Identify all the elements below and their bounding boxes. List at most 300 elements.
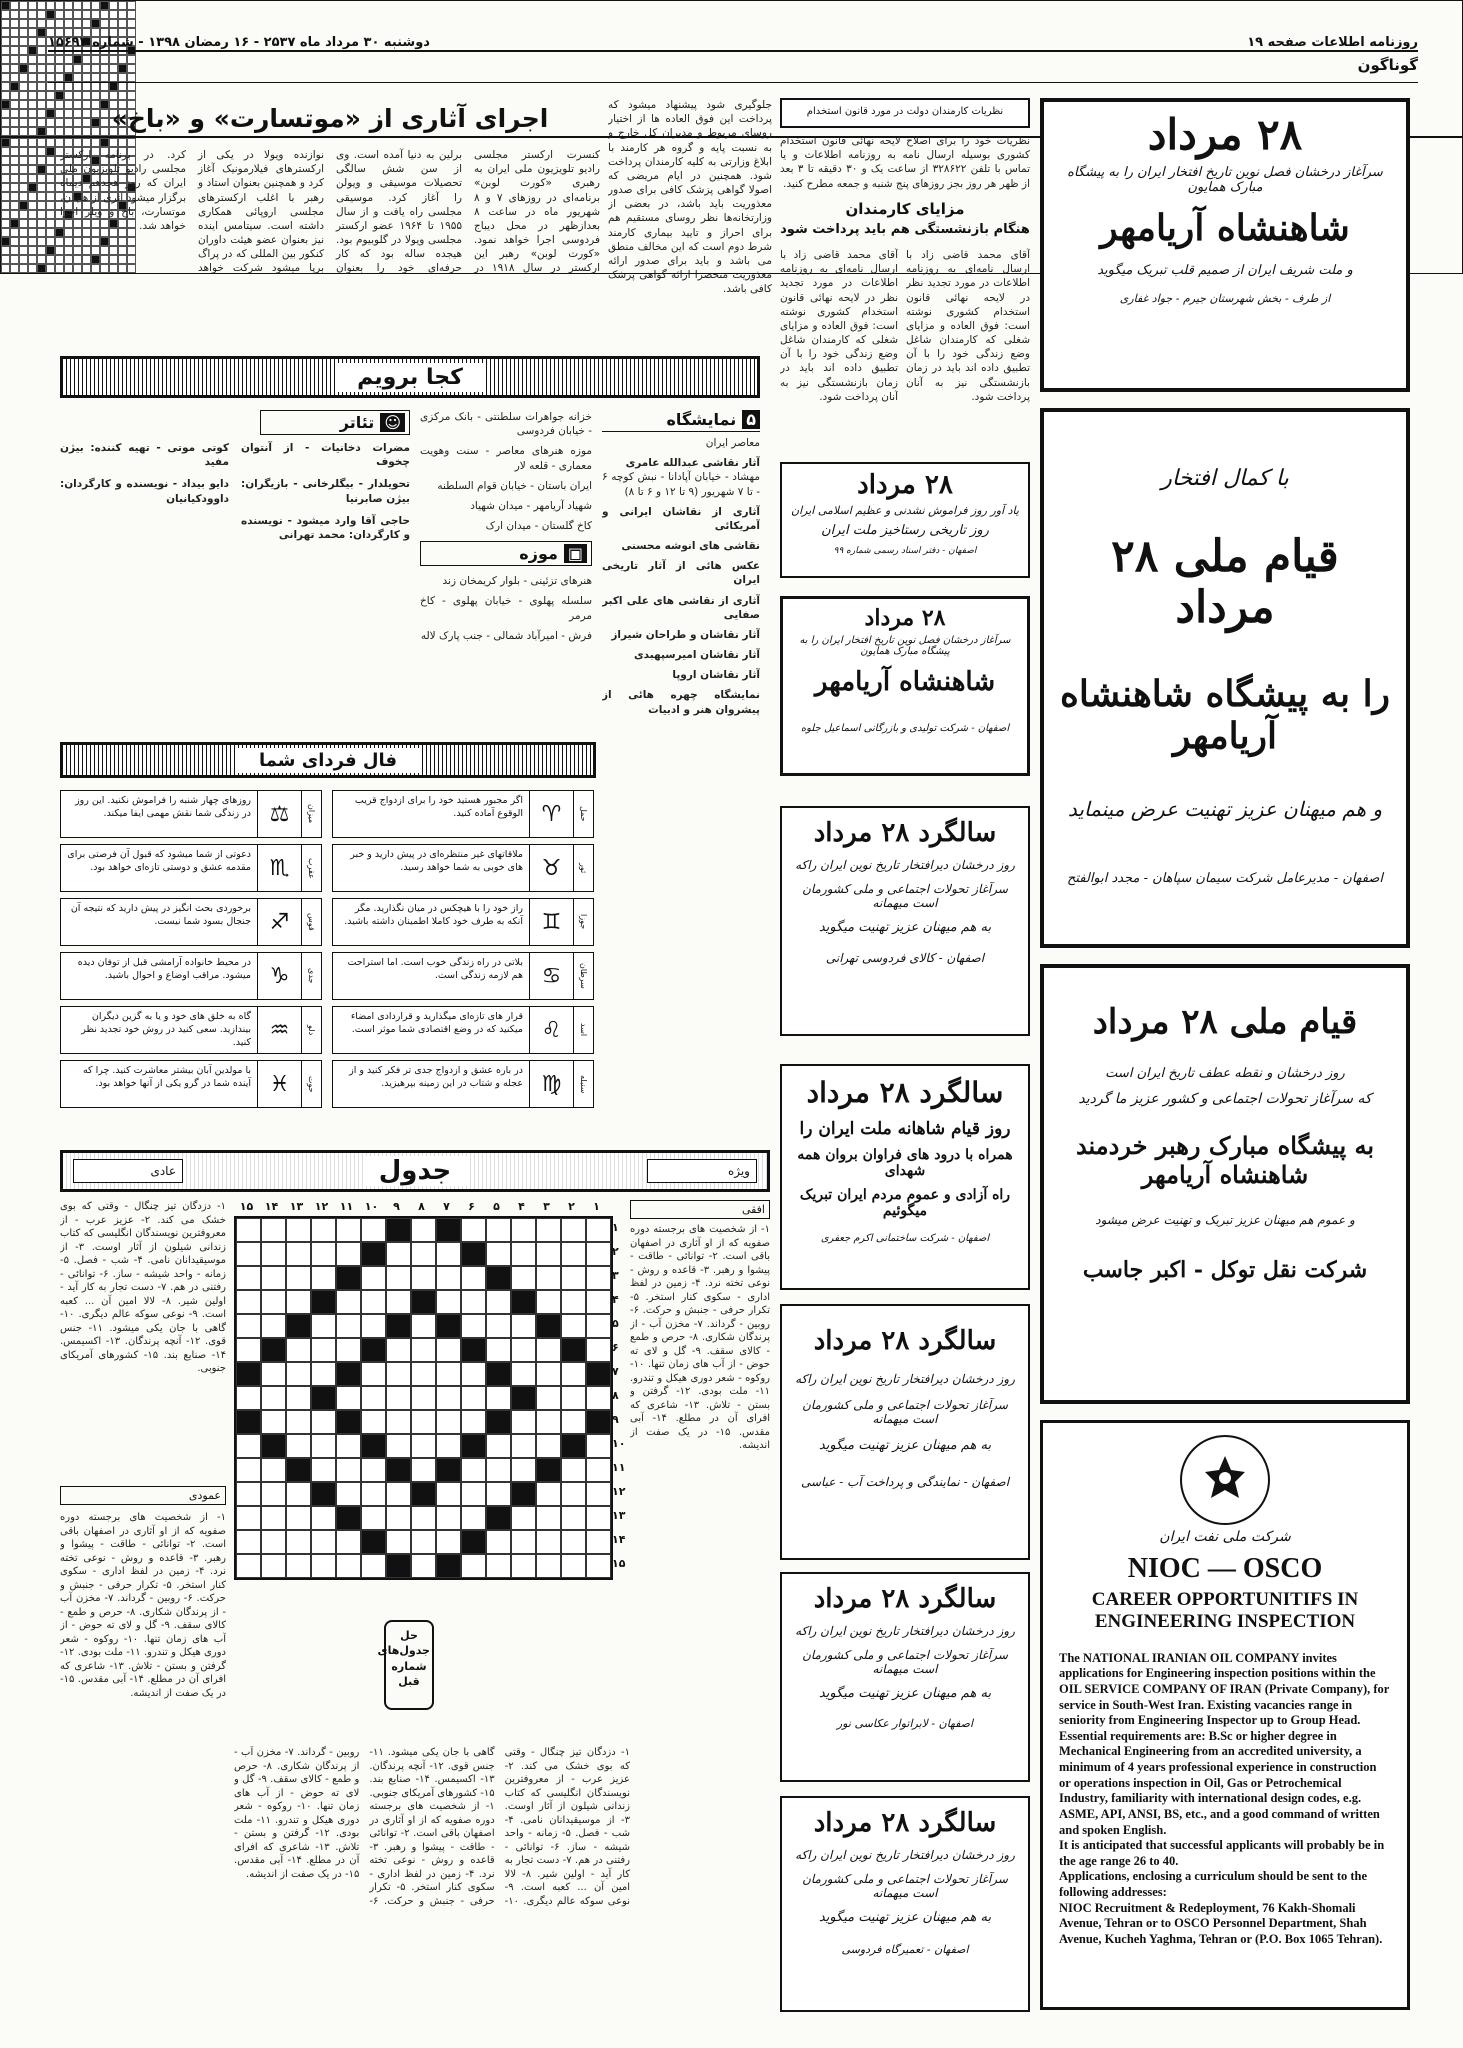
crossword-cell[interactable] (486, 1314, 511, 1338)
horoscope-sign-name: جوزا (573, 899, 593, 945)
crossword-cell[interactable] (311, 1362, 336, 1386)
horoscope-sign (60, 898, 322, 946)
crossword-cell[interactable] (536, 1434, 561, 1458)
crossword-cell[interactable] (311, 1314, 336, 1338)
horoscope-sign-name: حوت (301, 1061, 321, 1107)
solution-cell (1, 55, 10, 64)
crossword-cell[interactable] (411, 1458, 436, 1482)
museum-item: شهیاد آریامهر - میدان شهیاد (470, 499, 592, 512)
crossword-cell[interactable] (461, 1266, 486, 1290)
exhibition-item: نقاشی های انوشه محسنی (621, 540, 760, 553)
crossword-cell[interactable] (261, 1482, 286, 1506)
crossword-cell[interactable] (486, 1218, 511, 1242)
crossword-cell[interactable] (536, 1314, 561, 1338)
theater-header (260, 410, 410, 435)
crossword-cell[interactable] (586, 1530, 611, 1554)
crossword-cell[interactable] (436, 1434, 461, 1458)
crossword-cell[interactable] (336, 1218, 361, 1242)
crossword-cell[interactable] (536, 1530, 561, 1554)
crossword-cell[interactable] (461, 1338, 486, 1362)
crossword-cell[interactable] (286, 1410, 311, 1434)
crossword-vije-label: ویژه (727, 1164, 750, 1178)
crossword-cell[interactable] (261, 1386, 286, 1410)
crossword-cell[interactable] (536, 1410, 561, 1434)
crossword-cell[interactable] (311, 1338, 336, 1362)
row-number: ۴ (612, 1293, 619, 1306)
crossword-cell[interactable] (511, 1314, 536, 1338)
crossword-cell[interactable] (311, 1530, 336, 1554)
crossword-cell[interactable] (236, 1458, 261, 1482)
solution-cell (100, 1, 109, 10)
crossword-cell[interactable] (461, 1314, 486, 1338)
solution-cell (1, 264, 10, 273)
crossword-cell[interactable] (461, 1458, 486, 1482)
horoscope-col-right (332, 790, 594, 1114)
clues-horizontal (630, 1200, 770, 1923)
crossword-cell[interactable] (486, 1290, 511, 1314)
crossword-cell[interactable] (386, 1410, 411, 1434)
crossword-cell[interactable] (236, 1362, 261, 1386)
crossword-cell[interactable] (586, 1266, 611, 1290)
crossword-cell[interactable] (386, 1290, 411, 1314)
crossword-cell[interactable] (286, 1290, 311, 1314)
crossword-cell[interactable] (286, 1218, 311, 1242)
crossword-cell[interactable] (436, 1218, 461, 1242)
solution-cell (46, 246, 55, 255)
crossword-cell[interactable] (486, 1434, 511, 1458)
crossword-cell[interactable] (536, 1554, 561, 1578)
crossword-grid[interactable] (234, 1216, 613, 1580)
solution-cell (1, 127, 10, 136)
ad10-line2: سرآغاز تحولات اجتماعی و ملی کشورمان است میهمانه (802, 1872, 1008, 1900)
crossword-cell[interactable] (261, 1314, 286, 1338)
solution-cell (28, 165, 37, 174)
crossword-cell[interactable] (336, 1386, 361, 1410)
crossword-cell[interactable] (361, 1458, 386, 1482)
crossword-cell[interactable] (486, 1530, 511, 1554)
crossword-cell[interactable] (336, 1554, 361, 1578)
crossword-cell[interactable] (536, 1362, 561, 1386)
crossword-cell[interactable] (286, 1482, 311, 1506)
ad4-footer: اصفهان - دفتر اسناد رسمی شماره ۹۹ (833, 546, 977, 556)
crossword-cell[interactable] (536, 1458, 561, 1482)
crossword-cell[interactable] (536, 1482, 561, 1506)
ad5-line1: سرآغاز درخشان فصل نوین تاریخ افتخار ایران را به پیشگاه مبارک همایون (799, 635, 1011, 657)
solution-cell (1, 91, 10, 100)
crossword-cell[interactable] (386, 1314, 411, 1338)
crossword-cell[interactable] (286, 1266, 311, 1290)
theater-item: حاجی آقا وارد میشود - نویسنده و کارگردان: محمد تهرانی (241, 514, 410, 541)
solution-cell (19, 228, 28, 237)
crossword-cell[interactable] (411, 1434, 436, 1458)
crossword-cell[interactable] (261, 1434, 286, 1458)
crossword-cell[interactable] (336, 1362, 361, 1386)
solution-cell (37, 118, 46, 127)
col-number: ۵ (493, 1200, 500, 1213)
ad-qiyam-melli-2 (1040, 408, 1410, 948)
crossword-cell[interactable] (386, 1338, 411, 1362)
clues-v-label: عمودی (60, 1486, 226, 1505)
crossword-cell[interactable] (461, 1482, 486, 1506)
crossword-cell[interactable] (386, 1386, 411, 1410)
crossword-cell[interactable] (336, 1434, 361, 1458)
crossword-cell[interactable] (236, 1434, 261, 1458)
crossword-cell[interactable] (436, 1386, 461, 1410)
horoscope-text: با مولدین آبان بیشتر معاشرت کنید. چرا که آینده شما در گرو یکی از آنها خواهد بود. (82, 1065, 251, 1089)
crossword-cell[interactable] (311, 1458, 336, 1482)
crossword-cell[interactable] (536, 1386, 561, 1410)
crossword-cell[interactable] (561, 1530, 586, 1554)
ad6-line1: روز درخشان دیرافتخار تاریخ نوین ایران راکه (795, 858, 1015, 872)
crossword-cell[interactable] (386, 1530, 411, 1554)
crossword-cell[interactable] (361, 1362, 386, 1386)
solution-cell (46, 73, 55, 82)
crossword-cell[interactable] (386, 1434, 411, 1458)
crossword-cell[interactable] (236, 1506, 261, 1530)
crossword-cell[interactable] (511, 1530, 536, 1554)
crossword-cell[interactable] (511, 1242, 536, 1266)
solution-cell (100, 55, 109, 64)
solution-cell (37, 127, 46, 136)
solution-cell (127, 55, 136, 64)
crossword-cell[interactable] (286, 1362, 311, 1386)
crossword-cell[interactable] (361, 1338, 386, 1362)
crossword-cell[interactable] (411, 1410, 436, 1434)
crossword-cell[interactable] (261, 1266, 286, 1290)
crossword-cell[interactable] (486, 1362, 511, 1386)
crossword-cell[interactable] (236, 1482, 261, 1506)
crossword-col-numbers (234, 1200, 609, 1213)
crossword-cell[interactable] (411, 1338, 436, 1362)
solution-cell (37, 19, 46, 28)
crossword-cell[interactable] (511, 1410, 536, 1434)
crossword-cell[interactable] (511, 1338, 536, 1362)
crossword-cell[interactable] (436, 1410, 461, 1434)
crossword-cell[interactable] (361, 1410, 386, 1434)
crossword-cell[interactable] (411, 1506, 436, 1530)
crossword-cell[interactable] (361, 1530, 386, 1554)
crossword-cell[interactable] (411, 1266, 436, 1290)
crossword-cell[interactable] (236, 1410, 261, 1434)
crossword-cell[interactable] (561, 1338, 586, 1362)
crossword-cell[interactable] (236, 1314, 261, 1338)
crossword-cell[interactable] (486, 1242, 511, 1266)
crossword-cell[interactable] (411, 1554, 436, 1578)
crossword-cell[interactable] (436, 1554, 461, 1578)
crossword-cell[interactable] (511, 1266, 536, 1290)
crossword-cell[interactable] (336, 1338, 361, 1362)
crossword-cell[interactable] (311, 1386, 336, 1410)
crossword-cell[interactable] (336, 1290, 361, 1314)
solution-cell (37, 219, 46, 228)
crossword-cell[interactable] (336, 1266, 361, 1290)
ad9-line2: سرآغاز تحولات اجتماعی و ملی کشورمان است میهمانه (802, 1648, 1008, 1676)
solution-cell (28, 118, 37, 127)
crossword-cell[interactable] (586, 1290, 611, 1314)
solution-cell (10, 201, 19, 210)
crossword-cell[interactable] (236, 1290, 261, 1314)
col-number: ۱۲ (314, 1200, 329, 1213)
crossword-cell[interactable] (336, 1242, 361, 1266)
crossword-cell[interactable] (261, 1362, 286, 1386)
crossword-cell[interactable] (561, 1554, 586, 1578)
crossword-cell[interactable] (261, 1506, 286, 1530)
crossword-cell[interactable] (336, 1458, 361, 1482)
crossword-cell[interactable] (461, 1554, 486, 1578)
crossword-cell[interactable] (461, 1530, 486, 1554)
crossword-cell[interactable] (536, 1218, 561, 1242)
solution-cell (100, 91, 109, 100)
crossword-cell[interactable] (361, 1314, 386, 1338)
crossword-cell[interactable] (311, 1434, 336, 1458)
crossword-cell[interactable] (486, 1266, 511, 1290)
crossword-cell[interactable] (436, 1314, 461, 1338)
solution-cell (55, 1, 64, 10)
crossword-cell[interactable] (461, 1242, 486, 1266)
crossword-title: جدول (363, 1156, 467, 1186)
solution-cell (10, 100, 19, 109)
crossword-cell[interactable] (586, 1242, 611, 1266)
crossword-cell[interactable] (536, 1242, 561, 1266)
crossword-cell[interactable] (261, 1338, 286, 1362)
crossword-cell[interactable] (561, 1266, 586, 1290)
crossword-cell[interactable] (561, 1482, 586, 1506)
crossword-cell[interactable] (511, 1434, 536, 1458)
crossword-cell[interactable] (261, 1242, 286, 1266)
crossword-cell[interactable] (386, 1362, 411, 1386)
crossword-cell[interactable] (411, 1530, 436, 1554)
crossword-cell[interactable] (486, 1410, 511, 1434)
crossword-cell[interactable] (236, 1554, 261, 1578)
crossword-cell[interactable] (561, 1290, 586, 1314)
solution-cell (46, 174, 55, 183)
crossword-cell[interactable] (361, 1482, 386, 1506)
solution-cell (1, 192, 10, 201)
crossword-cell[interactable] (511, 1290, 536, 1314)
crossword-cell[interactable] (361, 1218, 386, 1242)
crossword-cell[interactable] (561, 1410, 586, 1434)
crossword-cell[interactable] (236, 1266, 261, 1290)
crossword-cell[interactable] (311, 1218, 336, 1242)
crossword-cell[interactable] (261, 1410, 286, 1434)
crossword-cell[interactable] (336, 1482, 361, 1506)
crossword-cell[interactable] (336, 1506, 361, 1530)
crossword-cell[interactable] (236, 1386, 261, 1410)
crossword-cell[interactable] (436, 1506, 461, 1530)
nioc-osco-ad (1040, 1420, 1410, 2010)
crossword-cell[interactable] (486, 1554, 511, 1578)
crossword-cell[interactable] (386, 1218, 411, 1242)
crossword-cell[interactable] (261, 1554, 286, 1578)
crossword-cell[interactable] (486, 1506, 511, 1530)
solution-cell (10, 73, 19, 82)
aries-icon: ♈ (529, 791, 573, 837)
crossword-cell[interactable] (286, 1530, 311, 1554)
crossword-cell[interactable] (411, 1386, 436, 1410)
crossword-cell[interactable] (486, 1338, 511, 1362)
crossword-cell[interactable] (411, 1362, 436, 1386)
crossword-cell[interactable] (461, 1386, 486, 1410)
crossword-cell[interactable] (286, 1554, 311, 1578)
crossword-cell[interactable] (561, 1314, 586, 1338)
crossword-cell[interactable] (336, 1530, 361, 1554)
crossword-cell[interactable] (361, 1506, 386, 1530)
crossword-cell[interactable] (311, 1506, 336, 1530)
solution-cell (37, 174, 46, 183)
solution-cell (28, 228, 37, 237)
museum-item: ایران باستان - خیابان قوام السلطنه (437, 479, 592, 492)
crossword-cell[interactable] (411, 1242, 436, 1266)
crossword-cell[interactable] (436, 1242, 461, 1266)
crossword-cell[interactable] (536, 1266, 561, 1290)
crossword-cell[interactable] (486, 1458, 511, 1482)
crossword-cell[interactable] (561, 1458, 586, 1482)
crossword-cell[interactable] (586, 1458, 611, 1482)
crossword-cell[interactable] (261, 1530, 286, 1554)
crossword-cell[interactable] (586, 1506, 611, 1530)
crossword-cell[interactable] (236, 1218, 261, 1242)
crossword-cell[interactable] (586, 1314, 611, 1338)
crossword-cell[interactable] (536, 1290, 561, 1314)
crossword-cell[interactable] (511, 1218, 536, 1242)
crossword-cell[interactable] (286, 1314, 311, 1338)
crossword-cell[interactable] (361, 1266, 386, 1290)
crossword-cell[interactable] (586, 1338, 611, 1362)
crossword-cell[interactable] (436, 1290, 461, 1314)
concert-title: اجرای آثاری از «موتسارت» و «باخ» (111, 104, 549, 133)
crossword-cell[interactable] (336, 1314, 361, 1338)
solution-cell (19, 46, 28, 55)
crossword-cell[interactable] (411, 1290, 436, 1314)
crossword-cell[interactable] (361, 1434, 386, 1458)
crossword-cell[interactable] (561, 1242, 586, 1266)
crossword-cell[interactable] (311, 1554, 336, 1578)
crossword-cell[interactable] (461, 1506, 486, 1530)
ad6-line2: سرآغاز تحولات اجتماعی و ملی کشورمان است میهمانه (802, 882, 1008, 910)
crossword-cell[interactable] (286, 1458, 311, 1482)
col-number: ۱۵ (239, 1200, 254, 1213)
crossword-cell[interactable] (511, 1482, 536, 1506)
horoscope-title: فال فردای شما (237, 748, 419, 773)
crossword-cell[interactable] (311, 1482, 336, 1506)
solution-cell (64, 64, 73, 73)
crossword-cell[interactable] (411, 1314, 436, 1338)
crossword-cell[interactable] (286, 1242, 311, 1266)
crossword-cell[interactable] (386, 1506, 411, 1530)
crossword-cell[interactable] (511, 1386, 536, 1410)
solution-cell (19, 91, 28, 100)
crossword-cell[interactable] (361, 1554, 386, 1578)
crossword-cell[interactable] (261, 1458, 286, 1482)
crossword-cell[interactable] (386, 1554, 411, 1578)
clues-bottom (234, 1746, 630, 2008)
col-number: ۲ (568, 1200, 575, 1213)
crossword-cell[interactable] (311, 1290, 336, 1314)
crossword-cell[interactable] (561, 1218, 586, 1242)
crossword-cell[interactable] (411, 1482, 436, 1506)
solution-cell (118, 91, 127, 100)
solution-cell (37, 73, 46, 82)
crossword-cell[interactable] (461, 1434, 486, 1458)
crossword-cell[interactable] (386, 1458, 411, 1482)
crossword-cell[interactable] (361, 1242, 386, 1266)
crossword-cell[interactable] (261, 1218, 286, 1242)
ad4-line2: روز تاریخی رستاخیز ملت ایران (821, 523, 989, 538)
crossword-cell[interactable] (386, 1482, 411, 1506)
crossword-cell[interactable] (586, 1410, 611, 1434)
crossword-cell[interactable] (586, 1434, 611, 1458)
solution-cell (1, 109, 10, 118)
crossword-cell[interactable] (311, 1410, 336, 1434)
museum-item: خزانه جواهرات سلطنتی - بانک مرکزی - خیابان فردوسی (420, 411, 592, 438)
crossword-cell[interactable] (561, 1434, 586, 1458)
crossword-cell[interactable] (436, 1362, 461, 1386)
crossword-cell[interactable] (361, 1386, 386, 1410)
crossword-cell[interactable] (236, 1338, 261, 1362)
crossword-cell[interactable] (286, 1386, 311, 1410)
crossword-cell[interactable] (586, 1362, 611, 1386)
ad-salgard-9 (780, 1572, 1030, 1782)
crossword-cell[interactable] (511, 1506, 536, 1530)
crossword-cell[interactable] (311, 1242, 336, 1266)
crossword-cell[interactable] (386, 1242, 411, 1266)
crossword-cell[interactable] (561, 1506, 586, 1530)
crossword-cell[interactable] (586, 1386, 611, 1410)
crossword-cell[interactable] (511, 1458, 536, 1482)
crossword-cell[interactable] (561, 1362, 586, 1386)
crossword-cell[interactable] (486, 1482, 511, 1506)
crossword-cell[interactable] (336, 1410, 361, 1434)
crossword-cell[interactable] (511, 1362, 536, 1386)
crossword-cell[interactable] (436, 1530, 461, 1554)
crossword-cell[interactable] (286, 1434, 311, 1458)
crossword-cell[interactable] (286, 1506, 311, 1530)
crossword-cell[interactable] (511, 1554, 536, 1578)
solution-cell (19, 100, 28, 109)
crossword-cell[interactable] (236, 1530, 261, 1554)
horoscope-sign-name: اسد (573, 1007, 593, 1053)
crossword-cell[interactable] (536, 1506, 561, 1530)
crossword-cell[interactable] (486, 1386, 511, 1410)
crossword-cell[interactable] (461, 1410, 486, 1434)
solution-cell (73, 64, 82, 73)
crossword-cell[interactable] (236, 1242, 261, 1266)
crossword-cell[interactable] (461, 1290, 486, 1314)
crossword-cell[interactable] (586, 1482, 611, 1506)
crossword-cell[interactable] (436, 1338, 461, 1362)
crossword-cell[interactable] (311, 1266, 336, 1290)
crossword-cell[interactable] (436, 1266, 461, 1290)
crossword-cell[interactable] (586, 1554, 611, 1578)
crossword-cell[interactable] (461, 1362, 486, 1386)
crossword-cell[interactable] (411, 1218, 436, 1242)
crossword-cell[interactable] (436, 1482, 461, 1506)
crossword-cell[interactable] (461, 1218, 486, 1242)
crossword-cell[interactable] (286, 1338, 311, 1362)
crossword-cell[interactable] (561, 1386, 586, 1410)
row-number: ۹ (612, 1413, 619, 1426)
horoscope-sign-name: ثور (573, 845, 593, 891)
crossword-cell[interactable] (436, 1458, 461, 1482)
crossword-cell[interactable] (536, 1338, 561, 1362)
crossword-cell[interactable] (261, 1290, 286, 1314)
crossword-cell[interactable] (386, 1266, 411, 1290)
solution-cell (82, 73, 91, 82)
crossword-cell[interactable] (361, 1290, 386, 1314)
horoscope-sign (332, 790, 594, 838)
crossword-cell[interactable] (586, 1218, 611, 1242)
solution-cell (127, 1, 136, 10)
